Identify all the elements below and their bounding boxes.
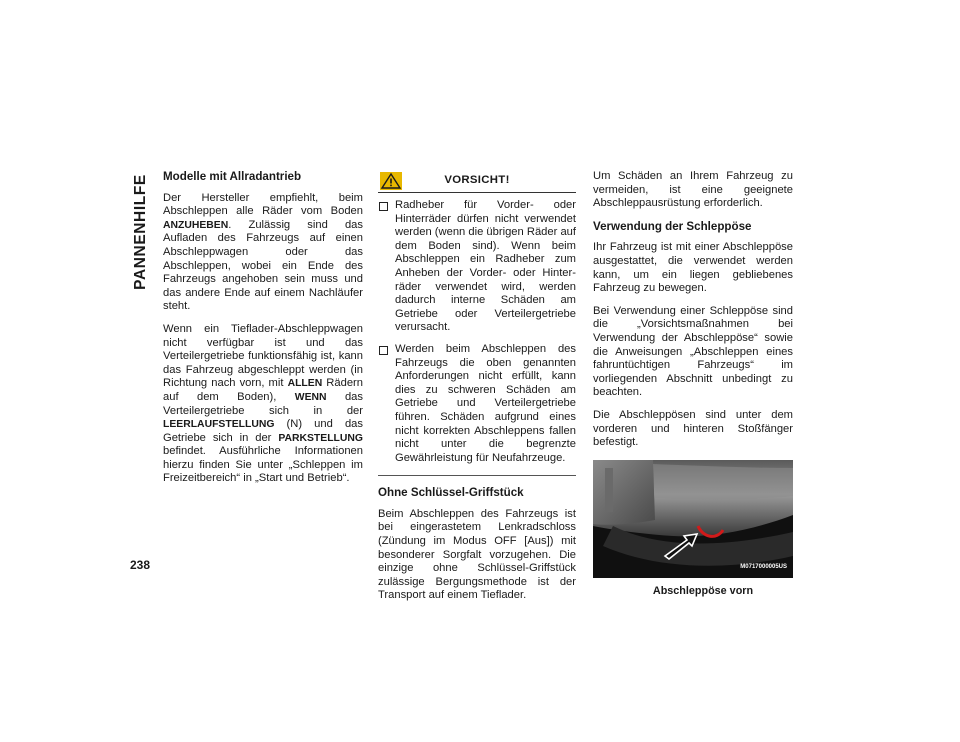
keyword-allen: ALLEN bbox=[287, 378, 323, 390]
warning-box bbox=[378, 170, 576, 476]
page-number: 238 bbox=[130, 558, 151, 572]
keyword-anzuheben: ANZUHEBEN bbox=[163, 219, 229, 231]
warning-item bbox=[378, 199, 576, 335]
warning-header bbox=[378, 170, 576, 193]
warning-item-text: Radheber für Vorder- oder Hinterräder dürfen nicht verwendet werden (wenn die übrigen Räder auf dem Boden sind). Wenn beim Abschleppen ein Radheber zum Anheben der Vorder- oder Hinterräder verwendet wird, werden dadurch interne Schäden am Getriebe oder Verteilergetriebe verursacht. bbox=[395, 199, 576, 334]
section-title: PANNENHILFE bbox=[132, 174, 149, 290]
keyword-park: PARKSTELLUNG bbox=[278, 432, 363, 444]
warning-item bbox=[378, 343, 576, 465]
column-left bbox=[163, 170, 363, 495]
keyword-wenn: WENN bbox=[294, 391, 327, 403]
square-bullet-icon bbox=[379, 346, 388, 355]
figure-code: M0717000005US bbox=[740, 564, 787, 571]
keyword-leerlauf: LEERLAUFSTELLUNG bbox=[163, 419, 275, 431]
warning-title: VORSICHT! bbox=[444, 174, 510, 187]
paragraph-flatbed-unavailable: Wenn ein Tieflader-Abschleppwagen nicht verfügbar ist und das Verteilergetriebe funktionsfähig ist, kann das Fahrzeug abgeschleppt werden (in Richtung nach vorn, mit ALLEN Rädern auf dem Boden), WENN das Verteilergetriebe sich in der LEERLAUFSTELLUNG (N) und das Getriebe sich in der PARKSTELLUNG befindet. Ausführliche Informationen hierzu finden Sie unter „Schleppen im Freizeitbereich“ in „Start und Betrieb“. bbox=[163, 322, 363, 485]
square-bullet-icon bbox=[379, 202, 388, 211]
heading-tow-hook-usage: Verwendung der Schleppöse bbox=[593, 219, 752, 233]
paragraph-manufacturer-recommendation: Der Hersteller empfiehlt, beim Abschleppen alle Räder vom Boden ANZUHEBEN. Zulässig sind das Aufladen des Fahrzeugs auf einen Abschleppwagen oder das Abschleppen, wobei ein Ende des Fahrzeugs angehoben sein muss und das andere Ende auf einem Nachläufer steht. bbox=[163, 191, 363, 313]
figure-front-tow-hook bbox=[593, 460, 793, 578]
paragraph-towing-equipment: Um Schäden an Ihrem Fahrzeug zu vermeiden, ist eine geeignete Abschleppausrüstung erforderlich. bbox=[593, 170, 793, 210]
paragraph-tow-hook-location: Die Abschleppösen sind unter dem vorderen und hinteren Stoßfänger befestigt. bbox=[593, 408, 793, 449]
section-sidebar-label bbox=[127, 168, 155, 296]
column-middle bbox=[378, 170, 576, 612]
warning-list bbox=[378, 193, 576, 475]
column-right bbox=[593, 170, 793, 598]
paragraph-tow-hook-equipped: Ihr Fahrzeug ist mit einer Abschleppöse ausgestattet, die verwendet werden kann, um ein liegen gebliebenes Fahrzeug zu bewegen. bbox=[593, 241, 793, 295]
warning-item-text: Werden beim Abschleppen des Fahrzeugs die oben genannten Anforderungen nicht erfüllt, kann dies zu schweren Schäden am Getriebe und Verteilergetriebe führen. Schäden aufgrund eines nicht korrekten Abschleppens fallen nicht unter die begrenzte Gewährleistung für Neufahrzeuge. bbox=[395, 342, 576, 464]
paragraph-steering-lock: Beim Abschleppen des Fahrzeugs ist bei eingerastetem Lenkradschloss (Zündung im Modus OFF [Aus]) mit besonderer Sorgfalt vorzugehen. Die einzige ohne Schlüssel-Griffstück zulässige Bergungsmethode ist der Transport auf einem Tieflader. bbox=[378, 507, 576, 602]
tow-hook-illustration bbox=[593, 460, 793, 578]
warning-triangle-icon bbox=[380, 172, 402, 190]
figure-caption: Abschleppöse vorn bbox=[652, 584, 754, 597]
heading-without-key-fob: Ohne Schlüssel-Griffstück bbox=[378, 486, 524, 500]
heading-awd-models: Modelle mit Allradantrieb bbox=[163, 170, 302, 183]
paragraph-tow-hook-precautions: Bei Verwendung einer Schleppöse sind die „Vorsichtsmaßnahmen bei Verwendung der Abschleppöse“ sowie die Anweisungen „Abschleppen eines fahruntüchtigen Fahrzeugs“ im vorliegenden Abschnitt unbedingt zu beachten. bbox=[593, 304, 793, 399]
